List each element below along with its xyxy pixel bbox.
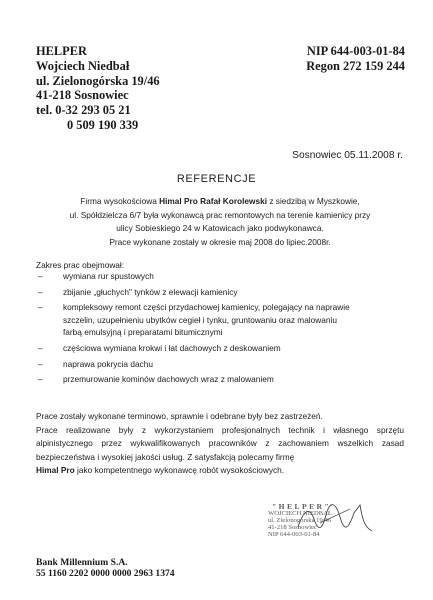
intro-paragraph (36, 195, 404, 249)
company-stamp: "HELPER" WOJCIECH NIEDBAŁ ul. Zielonogórska 19/46 41-218 Sosnowiec NIP 644-003-01-84 (268, 502, 332, 538)
list-item: – przemurowanie kominów dachowych wraz z malowaniem (38, 374, 274, 385)
dash-bullet: – (38, 342, 43, 353)
contractor-name: Himal Pro Rafał Korolewski (159, 196, 268, 206)
bank-details (36, 557, 175, 580)
dash-bullet: – (38, 271, 43, 281)
scope-label: Zakres prac obejmował: (36, 260, 125, 270)
list-item: – naprawa pokrycia dachu (38, 358, 153, 369)
closing-sentence-1: Prace zostały wykonane terminowo, sprawnie i odebrane były bez zastrzeżeń. (36, 411, 323, 421)
closing-sentence-2: Prace realizowane były z wykorzystaniem profesjonalnych technik i własnego sprzętu alpinistycznego przez wykwalifikowanych pracowników z zachowaniem wszelkich zasad bezpieczeństwa i wysokiej jakości usług. Z satysfakcją polecamy firmę Himal Pro jako kompetentnego wykonawcę robót wysokościowych. (36, 424, 404, 476)
intro-line-4: Prace wykonane zostały w okresie maj 2008 do lipiec.2008r. (109, 236, 331, 247)
phone-mobile: 0 509 190 339 (67, 117, 139, 132)
nip-number: NIP 644-003-01-84 (306, 44, 405, 58)
letterhead-registration-block (306, 44, 405, 74)
regon-number: Regon 272 159 244 (306, 58, 405, 73)
city-address: 41-218 Sosnowiec (36, 88, 129, 103)
letter-date: Sosnowiec 05.11.2008 r. (292, 150, 403, 161)
scope-list (36, 270, 408, 389)
letterhead-company-block (36, 44, 160, 133)
bank-name: Bank Millennium S.A. (36, 557, 128, 568)
dash-bullet: – (38, 302, 43, 313)
list-item: – kompleksowy remont części przydachowej kamienicy, polegający na naprawie szczelin, uzupełnieniu ubytków cegieł i tynku, gruntowaniu oraz malowaniu farbą emulsyjną i preparatami bitumicznymi (38, 302, 350, 338)
dash-bullet: – (38, 374, 43, 385)
intro-line-1: Firma wysokościowa Himal Pro Rafał Korolewski z siedzibą w Myszkowie, (80, 196, 360, 206)
company-name: HELPER (36, 44, 87, 58)
dash-bullet: – (38, 358, 43, 369)
intro-line-3: ulicy Sobieskiego 24 w Katowicach jako podwykonawca. (116, 223, 324, 234)
list-item: – wymiana rur spustowych (38, 271, 154, 281)
letter-title: REFERENCJE (176, 173, 257, 185)
phone-landline: tel. 0-32 293 05 21 (36, 103, 131, 118)
list-item: – zbijanie „głuchych" tynków z elewacji kamienicy (38, 286, 238, 297)
intro-line-2: ul. Spółdzielcza 6/7 była wykonawcą prac remontowych na terenie kamienicy przy (69, 209, 371, 220)
list-item: – częściowa wymiana krokwi i łat dachowych z deskowaniem (38, 342, 281, 353)
closing-paragraph (36, 410, 404, 478)
dash-bullet: – (38, 286, 43, 297)
street-address: ul. Zielonogórska 19/46 (36, 73, 160, 88)
bank-account-number: 55 1160 2202 0000 0000 2963 1374 (36, 568, 175, 580)
handwritten-signature (290, 497, 380, 537)
owner-name: Wojciech Niedbał (36, 58, 130, 73)
